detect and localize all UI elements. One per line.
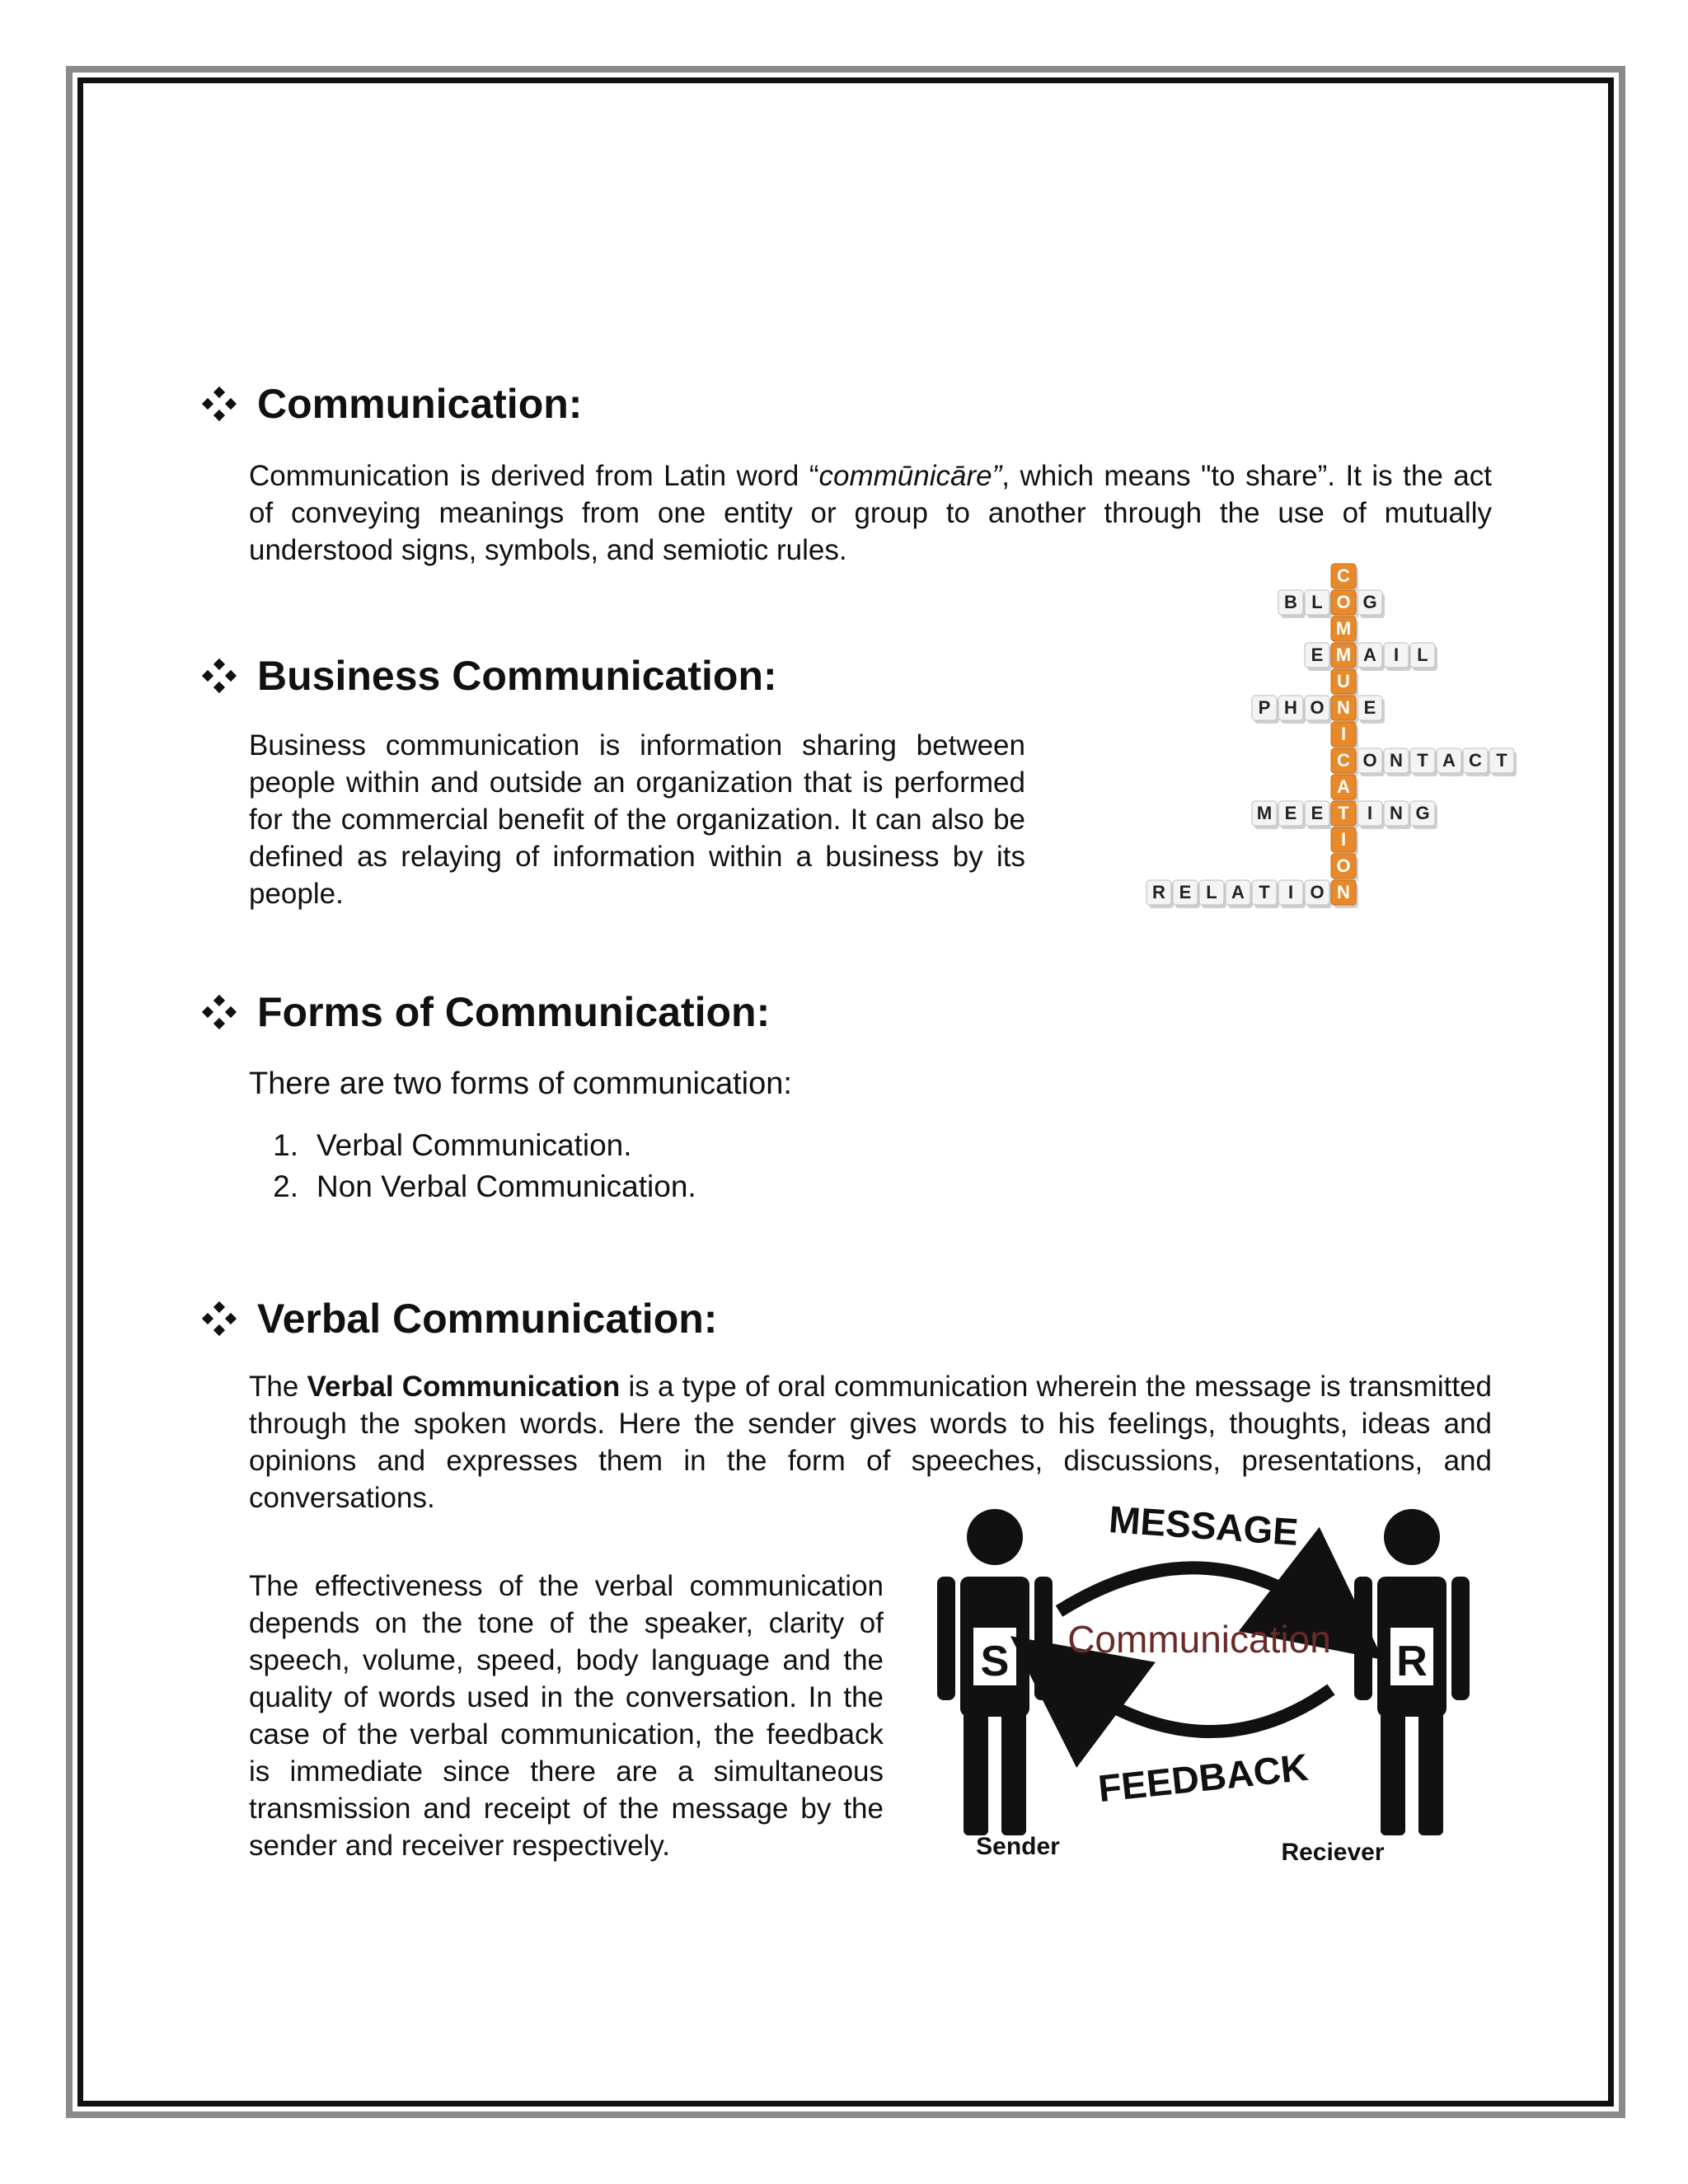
text-segment: is a type of oral communication wherein the message is transmitted through the spoken words. Here the sender gives words to his feelings, thoughts, ideas and opinions and expresses them in the form of speeches, discussions, presentations, and conversations. [249,1371,1492,1514]
sender-receiver-diagram [927,1488,1488,1875]
svg-text:O: O [1336,592,1351,613]
diamond-bullet-icon [201,658,237,694]
crossword-tile [1410,643,1437,671]
text-segment: , which means "to share”. It is the act of conveying meanings from one entity or group to another through the use of mutually understood signs, symbols, and semiotic rules. [249,460,1492,566]
text-segment: The [249,1371,307,1403]
heading-text: Business Communication: [257,653,777,699]
crossword-tile [1252,696,1279,724]
svg-text:L: L [1311,592,1323,613]
message-arrow-icon [1059,1568,1331,1619]
svg-text:M: M [1335,644,1352,666]
crossword-tile [1357,590,1385,618]
svg-text:C: C [1337,565,1350,587]
svg-text:I: I [1287,882,1294,903]
bold-term: Verbal Communication [307,1371,621,1403]
crossword-tile [1357,696,1385,724]
svg-text:T: T [1417,750,1428,771]
svg-text:T: T [1338,803,1349,824]
crossword-tile [1331,696,1358,724]
diamond-bullet-icon [201,386,237,422]
heading-text: Verbal Communication: [257,1296,718,1342]
communication-label: Communication [1067,1618,1331,1661]
crossword-tile [1331,590,1358,618]
crossword-tile [1384,643,1411,671]
svg-text:M: M [1335,618,1352,640]
svg-text:I: I [1340,724,1347,745]
list-label: Non Verbal Communication. [316,1169,696,1203]
svg-text:E: E [1179,882,1192,903]
svg-text:O: O [1310,882,1325,903]
business-paragraph: Business communication is information sharing between people within and outside an organization that is performed for the commercial benefit of the organization. It can also be defined as relaying of information within a business by its people. [249,729,1025,910]
forms-list [249,1125,696,1207]
svg-text:M: M [1256,803,1273,824]
svg-text:N: N [1390,750,1403,771]
svg-text:L: L [1206,882,1217,903]
svg-text:R: R [1152,882,1165,903]
crossword-tile [1305,880,1332,908]
svg-text:O: O [1336,855,1351,877]
crossword-tile [1305,696,1332,724]
crossword-tile [1357,748,1385,776]
svg-text:E: E [1284,803,1297,824]
section-heading-communication [201,379,582,429]
svg-text:C: C [1469,750,1482,771]
svg-text:T: T [1496,750,1507,771]
svg-text:U: U [1337,671,1350,692]
svg-text:O: O [1310,697,1325,719]
list-item [249,1125,696,1166]
crossword-tile [1437,748,1464,776]
section-heading-forms [201,987,770,1037]
svg-text:H: H [1284,697,1297,719]
crossword-tile [1252,801,1279,829]
svg-text:I: I [1393,644,1400,666]
svg-text:T: T [1259,882,1270,903]
crossword-tile [1410,748,1437,776]
crossword-tile [1305,801,1332,829]
svg-text:G: G [1362,592,1377,613]
crossword-tile [1331,748,1358,776]
crossword-tile [1357,643,1385,671]
svg-text:L: L [1417,644,1428,666]
svg-text:A: A [1337,776,1350,798]
svg-text:N: N [1390,803,1403,824]
crossword-tile [1357,801,1385,829]
svg-text:C: C [1337,750,1350,771]
crossword-tile [1173,880,1200,908]
feedback-label: FEEDBACK [1095,1745,1311,1811]
diamond-bullet-icon [201,1301,237,1337]
forms-intro: There are two forms of communication: [249,1066,792,1101]
crossword-tile [1331,722,1358,750]
latin-word: commūnicāre” [818,460,1002,492]
message-label: MESSAGE [1107,1497,1300,1554]
svg-text:O: O [1362,750,1377,771]
crossword-tile [1331,643,1358,671]
crossword-tile [1410,801,1437,829]
svg-text:E: E [1363,697,1376,719]
sender-label: Sender [976,1833,1060,1860]
receiver-label: Reciever [1281,1839,1385,1866]
crossword-tile [1146,880,1174,908]
crossword-tile [1331,854,1358,882]
crossword-tile [1278,696,1306,724]
crossword-tile [1199,880,1226,908]
list-number: 1. [273,1128,298,1162]
svg-text:A: A [1231,882,1245,903]
svg-text:I: I [1367,803,1373,824]
diamond-bullet-icon [201,994,237,1030]
crossword-tile [1489,748,1517,776]
svg-text:G: G [1415,803,1430,824]
crossword-tile [1252,880,1279,908]
verbal-paragraph-2: The effectiveness of the verbal communication depends on the tone of the speaker, clarity of speech, volume, speed, body language and the quality of words used in the conversation. In the case of the verbal communication, the feedback is immediate since there are a simultaneous transmission and receipt of the message by the sender and receiver respectively. [249,1570,884,1862]
svg-text:P: P [1258,697,1271,719]
svg-text:N: N [1337,882,1350,903]
crossword-tile [1331,564,1358,592]
list-number: 2. [273,1169,298,1203]
sender-letter: S [980,1638,1010,1685]
list-item [249,1166,696,1207]
crossword-tile [1331,775,1358,803]
svg-text:B: B [1284,592,1297,613]
crossword-tile [1278,801,1306,829]
list-label: Verbal Communication. [316,1128,632,1162]
text-segment: Communication is derived from Latin word “ [249,460,819,492]
feedback-arrow-icon [1063,1675,1331,1732]
receiver-letter: R [1396,1638,1428,1685]
crossword-tile [1331,880,1358,908]
heading-text: Forms of Communication: [257,989,771,1035]
crossword-tile [1331,616,1358,644]
crossword-tile [1278,880,1306,908]
crossword-tile [1305,590,1332,618]
svg-text:E: E [1311,803,1324,824]
crossword-tile [1331,669,1358,697]
section-heading-business [201,651,777,701]
communication-crossword-image [1096,552,1507,940]
crossword-tile [1226,880,1253,908]
crossword-tile [1384,801,1411,829]
svg-text:E: E [1311,644,1324,666]
crossword-tile [1278,590,1306,618]
crossword-tile [1331,801,1358,829]
svg-text:A: A [1363,644,1376,666]
crossword-tile [1463,748,1490,776]
crossword-tile [1305,643,1332,671]
section-heading-verbal [201,1294,717,1343]
svg-text:I: I [1340,829,1347,851]
heading-text: Communication: [257,381,583,427]
svg-text:A: A [1442,750,1456,771]
crossword-tile [1384,748,1411,776]
crossword-tile [1331,827,1358,855]
svg-text:N: N [1337,697,1350,719]
